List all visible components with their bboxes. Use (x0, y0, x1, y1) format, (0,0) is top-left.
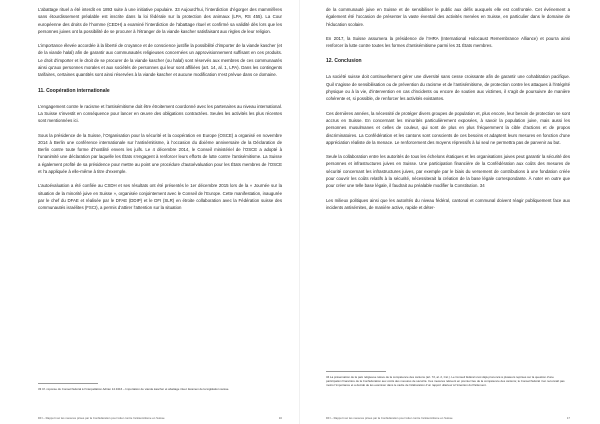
footer-text: DFI – Rapport sur les mesures prises par la Confédération pour lutter contre l’antisémitisme en Suisse (38, 416, 165, 420)
footnote: 34 La préservation de la paix religieuse relève de la compétence des cantons (art. 72, al. 2, Cst.). Le Conseil fédéral s’est déjà prononcé à plusieurs reprises sur la question d’une participation financière de la Confédération aux coûts des mesures de sécurité. Ces mesures relèvent en premier lieu de la compétence des cantons; le Conseil fédéral n’en reconnaît pas moins l’importance et a décidé de les examiner dans le cadre de l’élaboration d’un rapport ultérieur à l’intention du Parlement. (326, 375, 565, 387)
footnotes (326, 371, 570, 387)
paragraph: L’abattage rituel a été interdit en 1893 suite à une initiative populaire. 33 Aujourd’hui, l’interdiction d’égorger des mammifères sans étourdissement préalable est inscrite dans la loi fédérale sur la protection des animaux (LPA, RS 455). La Cour européenne des droits de l’homme (CEDH) a examiné l’interdiction de l’abattage rituel et confirmé sa validité dès lors que les personnes juives ont la possibilité de se procurer à l’étranger de la viande kascher satisfaisant aux règles de leur religion. (38, 7, 282, 34)
footnote: 33 Cf. réponse du Conseil fédéral à l’interpellation Adrian 14.3416 – Importation de viande kascher et abattage rituel. Examen de la législation suisse. (38, 387, 230, 391)
footnote-rule (38, 383, 98, 384)
paragraph: La société suisse doit continuellement gérer une diversité sans cesse croissante afin de garantir une cohabitation pacifique. Quil s’agisse de sensibilisation ou de prévention du racisme et de l’antisémitisme, de protection contre les attaques à l’intégrité physique ou à la vie, d’intervention en cas d’incidents ou encore de soutien aux victimes, il s’agit de poursuivre de manière cohérente et, si possible, de renforcer les activités existantes. (326, 74, 570, 102)
paragraph: L’autoévaluation a été confiée au CSDH et ses résultats ont été présentés le 1er décembre 2015 lors de la « Journée sur la situation de la minorité juive en Suisse », organisée conjointement avec le Conseil de l’Europe. Cette manifestation, inaugurée par le chef du DFAE et réalisée par le DFAE (DDIP) et le DFI (SLR) en étroite collaboration avec la Fédération suisse des communautés israélites (FSCI), a permis d’attirer l’attention sur la situation (38, 183, 282, 211)
paragraph: L’importance élevée accordée à la liberté de croyance et de conscience justifie la possibilité d’importer de la viande kascher (et de la viande halal) afin de garantir aux communautés religieuses concernées un approvisionnement suffisant en ces produits. Le droit d’importer et le droit de se procurer de la viande kascher (ou halal) sont réservés aux membres de ces communautés ainsi qu’aux personnes morales et aux sociétés de personnes qui leur sont affiliées (art. 14, al. 1, LPA). Dans les contingents tarifaires, certaines quantités sont ainsi réservées à la viande kascher et aucune modification n’est prévue dans ce domaine. (38, 43, 282, 78)
footnote-rule (326, 371, 386, 372)
footer-text: DFI – Rapport sur les mesures prises par la Confédération pour lutter contre l’antisémitisme en Suisse (326, 416, 453, 420)
paragraph: de la communauté juive en Suisse et de sensibiliser le public aux défis auxquels elle est confrontée. Cet événement a également été l’occasion de présenter la vaste éventail des activités menées en Suisse, en particulier dans le domaine de l’éducation scolaire. (326, 7, 570, 27)
page-number: 17 (566, 416, 570, 420)
page-number: 16 (278, 416, 282, 420)
paragraph: Les milieux politiques ainsi que les autorités du niveau fédéral, cantonal et communal doivent réagir publiquement face aux incidents antisémites, de manière active, rapide et déter- (326, 197, 570, 210)
footnotes (38, 383, 282, 391)
paragraph: Ces dernières années, la nécessité de protéger divers groupes de population et, plus encore, leur besoin de protection se sont accrus en Suisse. En concernant les minorités particulièrement exposées, à savoir la population juive, mais aussi les personnes musulmanes et celles de couleur, qui sont de plus en plus fréquemment la cible d’actions et de propos discriminatoires. La Confédération et les cantons sont conscients de ces besoins et adaptent leurs mesures en fonction d’une appréciation réaliste de la menace. Le renforcement des moyens répressifs à lui seul ne permettra pas de parvenir au but. (326, 110, 570, 145)
section-heading: 11. Coopération internationale (38, 87, 110, 94)
paragraph: En 2017, la Suisse assumera la présidence de l’IHRA (International Holocaust Remembrance Alliance) et pourra ainsi renforcer la lutte contre toutes les formes d’antisémitisme parmi les 31 États membres. (326, 35, 570, 49)
right-page (300, 0, 600, 424)
section-heading: 12. Conclusion (326, 58, 362, 65)
page-footer (326, 416, 570, 420)
paragraph: Sous la présidence de la Suisse, l’Organisation pour la sécurité et la coopération en Europe (OSCE) a organisé en novembre 2014 à Berlin une conférence internationale sur l’antisémitisme, à l’occasion du dixième anniversaire de la Déclaration de Berlin contre toute forme d’hostilité envers les juifs. Le 4 décembre 2014, le Conseil ministériel de l’OSCE a adopté à l’unanimité une déclaration par laquelle les États s’engagent à renforcer leurs efforts de lutte contre l’antisémitisme. La Suisse a également profité de sa présidence pour mettre au point une procédure d’autoévaluation pour les États membres de l’OSCE et l’a appliquée à elle-même à titre d’exemple. (38, 132, 282, 175)
paragraph: Seule la collaboration entre les autorités de tous les échelons étatiques et les organisations juives peut garantir la sécurité des personnes et infrastructures juives en Suisse. Une participation financière de la Confédération aux coûts des mesures de sécurité concernant les infrastructures juives, par exemple par le biais du versement de contributions à une fondation créée pour couvrir les coûts relatifs à la sécurité, nécessiterait la création de la base légale correspondante. À noter en outre que pour créer une telle base légale, il faudrait au préalable modifier la Constitution. 34 (326, 154, 570, 189)
page-footer (38, 416, 282, 420)
paragraph: L’engagement contre le racisme et l’antisémitisme doit être étroitement coordonné avec les partenaires au niveau international. La Suisse s’investit en conséquence pour lancer en œuvre des obligations contractées. Seules les activités les plus récentes sont mentionnées ici. (38, 103, 282, 124)
